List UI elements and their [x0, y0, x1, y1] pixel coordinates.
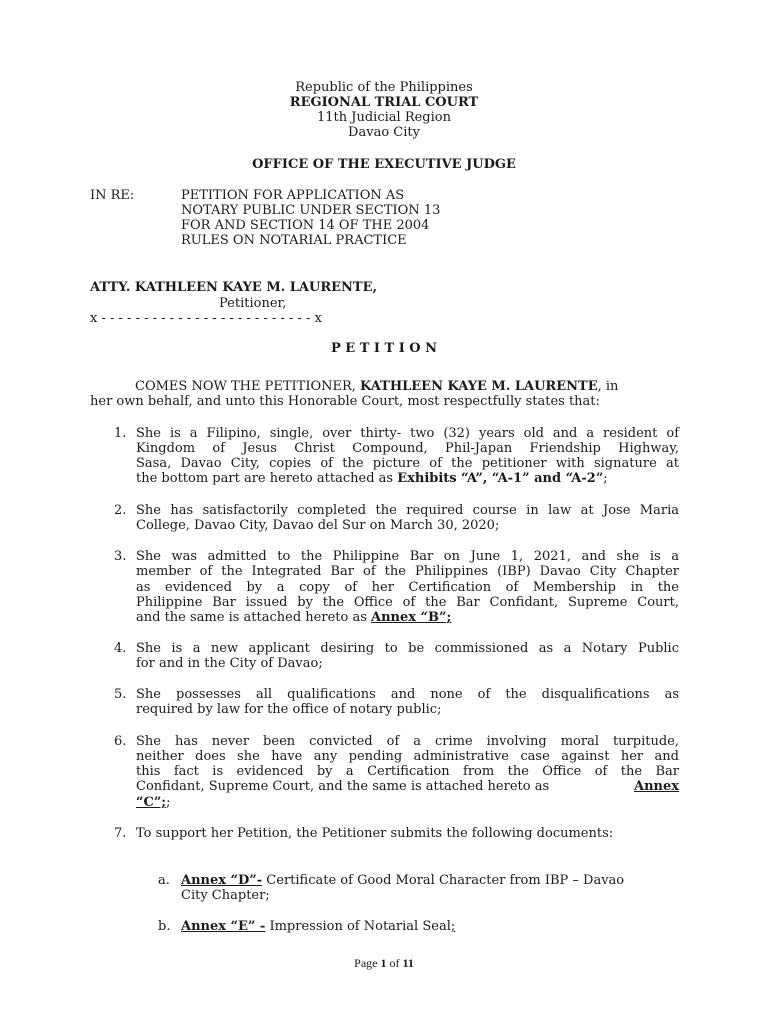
page-of: of — [386, 956, 403, 970]
annex-e-reference: Annex “E” - — [181, 919, 266, 934]
exhibits-reference: Exhibits “A”, “A-1” and “A-2” — [397, 471, 604, 486]
item-3-line: member of the Integrated Bar of the Philippines (IBP) Davao City Chapter — [136, 564, 679, 579]
annex-c-letter: “C”; — [136, 795, 167, 810]
intro-line-2: her own behalf, and unto this Honorable Court, most respectfully states that: — [90, 394, 600, 409]
item-3-line: as evidenced by a copy of her Certification of Membership in the — [136, 580, 679, 595]
page-footer — [0, 956, 768, 971]
item-6-line — [136, 779, 679, 794]
header-region: 11th Judicial Region — [317, 110, 451, 125]
caption-separator: x - - - - - - - - - - - - - - - - - - - - - - - - - x — [90, 311, 322, 326]
item-1-suffix: ; — [603, 471, 608, 486]
petitioner-role: Petitioner, — [219, 296, 287, 311]
item-4-line: for and in the City of Davao; — [136, 656, 323, 671]
item-1-line: Sasa, Davao City, copies of the picture of the petitioner with signature at — [136, 456, 679, 471]
page-total: 11 — [402, 956, 414, 970]
item-6-line: She has never been convicted of a crime involving moral turpitude, — [136, 734, 679, 749]
sub-item-letter: b. — [158, 919, 171, 934]
item-number: 2. — [114, 503, 127, 518]
intro-name: KATHLEEN KAYE M. LAURENTE — [360, 379, 598, 394]
item-6-text: Confidant, Supreme Court, and the same is attached hereto as — [136, 779, 550, 794]
sub-item-b-suffix: ; — [450, 919, 456, 934]
item-3-line: Philippine Bar issued by the Office of the Bar Confidant, Supreme Court, — [136, 595, 679, 610]
item-number: 1. — [114, 426, 127, 441]
petitioner-name: ATTY. KATHLEEN KAYE M. LAURENTE, — [90, 280, 378, 295]
item-1-line: She is a Filipino, single, over thirty- two (32) years old and a resident of — [136, 426, 679, 441]
item-5-line: required by law for the office of notary public; — [136, 702, 442, 717]
in-re-line: NOTARY PUBLIC UNDER SECTION 13 — [181, 203, 441, 218]
sub-item-b-line — [181, 919, 455, 934]
in-re-line: RULES ON NOTARIAL PRACTICE — [181, 233, 407, 248]
in-re-line: FOR AND SECTION 14 OF THE 2004 — [181, 218, 430, 233]
item-6-line — [136, 795, 171, 810]
item-5-line: She possesses all qualifications and none of the disqualifications as — [136, 687, 679, 702]
intro-prefix: COMES NOW THE PETITIONER, — [135, 379, 361, 394]
item-3-line: She was admitted to the Philippine Bar on June 1, 2021, and she is a — [136, 549, 679, 564]
item-4-line: She is a new applicant desiring to be commissioned as a Notary Public — [136, 641, 679, 656]
annex-b-reference: Annex “B”; — [371, 610, 452, 625]
intro-line-1 — [135, 379, 618, 394]
item-6-line: this fact is evidenced by a Certification from the Office of the Bar — [136, 764, 679, 779]
sub-item-a-line-2: City Chapter; — [181, 888, 270, 903]
item-6-line: neither does she have any pending administrative case against her and — [136, 749, 679, 764]
item-7-line: To support her Petition, the Petitioner submits the following documents: — [136, 826, 614, 841]
header-office: OFFICE OF THE EXECUTIVE JUDGE — [252, 157, 516, 172]
intro-suffix: , in — [597, 379, 619, 394]
item-2-line: College, Davao City, Davao del Sur on March 30, 2020; — [136, 518, 500, 533]
page-label: Page — [354, 956, 381, 970]
header-republic: Republic of the Philippines — [295, 80, 473, 95]
item-number: 7. — [114, 826, 127, 841]
item-2-line: She has satisfactorily completed the required course in law at Jose Maria — [136, 503, 679, 518]
item-1-text: the bottom part are hereto attached as — [136, 471, 398, 486]
item-3-line — [136, 610, 451, 625]
item-number: 4. — [114, 641, 127, 656]
item-3-text: and the same is attached hereto as — [136, 610, 371, 625]
in-re-line: PETITION FOR APPLICATION AS — [181, 188, 405, 203]
sub-item-letter: a. — [158, 873, 170, 888]
document-title: P E T I T I O N — [330, 341, 438, 356]
sub-item-a-text: Certificate of Good Moral Character from IBP – Davao — [262, 873, 625, 888]
item-1-line: Kingdom of Jesus Christ Compound, Phil-Japan Friendship Highway, — [136, 441, 679, 456]
header-city: Davao City — [348, 125, 420, 140]
item-number: 6. — [114, 734, 127, 749]
sub-item-a-line — [181, 873, 624, 888]
page-number: 1 — [380, 956, 387, 970]
annex-c-reference: Annex — [633, 779, 679, 794]
item-6-suffix: ; — [166, 795, 171, 810]
item-number: 5. — [114, 687, 127, 702]
item-1-line — [136, 471, 608, 486]
header-court: REGIONAL TRIAL COURT — [289, 95, 479, 110]
item-number: 3. — [114, 549, 127, 564]
in-re-label: IN RE: — [90, 188, 135, 203]
annex-d-reference: Annex “D”- — [181, 873, 263, 888]
sub-item-b-text: Impression of Notarial Seal — [265, 919, 451, 934]
